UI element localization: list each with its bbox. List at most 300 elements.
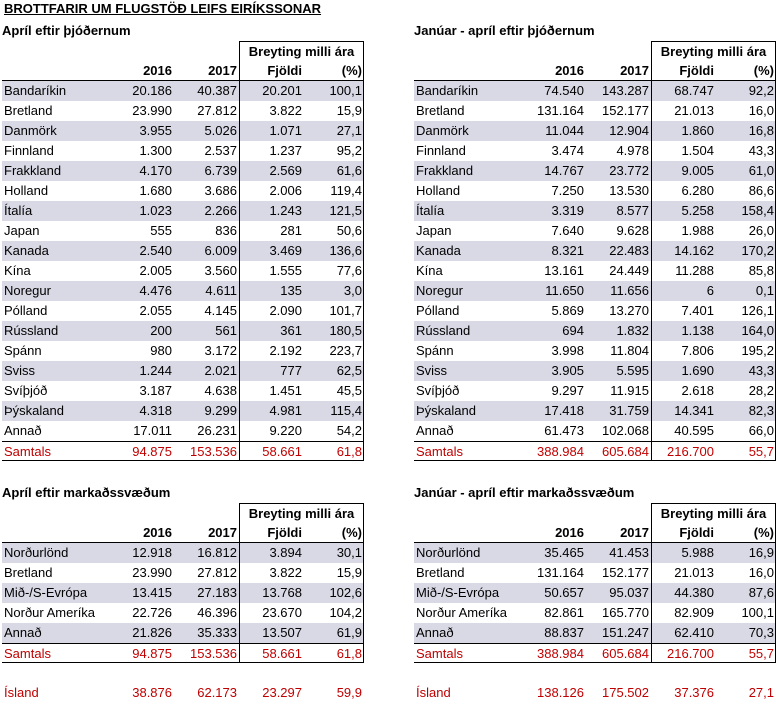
cell-v2017: 11.656: [610, 283, 649, 298]
cell-v2017: 561: [215, 323, 237, 338]
table-row: [414, 321, 776, 341]
cell-diff: 68.747: [674, 83, 714, 98]
cell-diff: 2.090: [269, 303, 302, 318]
cell-diff: 62.410: [674, 625, 714, 640]
row-label: Japan: [4, 223, 40, 238]
total-pct: 55,7: [748, 646, 774, 661]
cell-diff: 13.768: [262, 585, 302, 600]
cell-v2016: 1.023: [139, 203, 172, 218]
row-label: Noregur: [4, 283, 51, 298]
table-row: [414, 121, 776, 141]
row-label: Mið-/S-Evrópa: [4, 585, 88, 600]
cell-v2016: 17.011: [133, 423, 172, 438]
total-v2017: 605.684: [602, 444, 649, 459]
row-label: Norðurlönd: [4, 545, 69, 560]
table-row: [414, 101, 776, 121]
cell-diff: 777: [280, 363, 302, 378]
cell-v2017: 836: [215, 223, 237, 238]
total-v2017: 605.684: [602, 646, 649, 661]
cell-v2017: 95.037: [609, 585, 649, 600]
row-label: Annað: [4, 423, 42, 438]
row-label: Annað: [4, 625, 42, 640]
cell-v2016: 980: [150, 343, 172, 358]
cell-v2017: 35.333: [197, 625, 237, 640]
cell-pct: 164,0: [741, 323, 774, 338]
cell-v2016: 4.476: [139, 283, 172, 298]
row-label: Ítalía: [416, 203, 445, 218]
cell-v2016: 8.321: [551, 243, 584, 258]
cell-pct: 16,0: [748, 103, 774, 118]
cell-pct: 77,6: [336, 263, 362, 278]
cell-v2017: 2.021: [204, 363, 237, 378]
cell-v2017: 3.560: [204, 263, 237, 278]
cell-v2016: 82.861: [544, 605, 584, 620]
cell-v2017: 4.978: [616, 143, 649, 158]
cell-diff: 23.670: [262, 605, 302, 620]
column-header-row: [414, 61, 776, 81]
cell-v2017: 24.449: [609, 263, 649, 278]
row-label: Spánn: [4, 343, 42, 358]
total-label: Samtals: [4, 646, 51, 661]
cell-v2017: 11.804: [610, 343, 649, 358]
cell-diff: 20.201: [262, 83, 302, 98]
cell-pct: 3,0: [343, 283, 362, 298]
cell-v2016: 50.657: [544, 585, 584, 600]
header-count: Fjöldi: [679, 525, 714, 540]
cell-v2017: 31.759: [609, 403, 649, 418]
total-label: Samtals: [416, 444, 463, 459]
table-row: [2, 141, 364, 161]
cell-v2016: 1.680: [139, 183, 172, 198]
cell-v2017: 8.577: [616, 203, 649, 218]
table-row: [414, 341, 776, 361]
cell-pct: 85,8: [748, 263, 774, 278]
row-label: Finnland: [4, 143, 54, 158]
section-subtitle: Janúar - apríl eftir þjóðernum: [414, 23, 595, 38]
table-row: [414, 81, 776, 101]
cell-diff: 14.341: [674, 403, 714, 418]
cell-pct: 158,4: [741, 203, 774, 218]
cell-v2016: 7.640: [551, 223, 584, 238]
total-pct: 55,7: [748, 444, 774, 459]
header-2016: 2016: [143, 525, 172, 540]
cell-v2017: 6.009: [204, 243, 237, 258]
column-divider: [239, 523, 240, 663]
cell-diff: 21.013: [674, 103, 714, 118]
cell-pct: 95,2: [336, 143, 362, 158]
table-row: [2, 623, 364, 643]
cell-pct: 61,9: [336, 625, 362, 640]
total-diff: 216.700: [667, 444, 714, 459]
cell-pct: 170,2: [741, 243, 774, 258]
cell-diff: 40.595: [674, 423, 714, 438]
cell-v2017: 23.772: [609, 163, 649, 178]
row-label: Rússland: [4, 323, 59, 338]
section-subtitle: Apríl eftir markaðssvæðum: [2, 485, 171, 500]
table-row: [2, 81, 364, 101]
cell-pct: 86,6: [748, 183, 774, 198]
cell-v2017: 1.832: [616, 323, 649, 338]
cell-v2016: 2.540: [139, 243, 172, 258]
cell-pct: 100,1: [329, 83, 362, 98]
cell-pct: 43,3: [748, 143, 774, 158]
cell-v2016: 9.297: [551, 383, 584, 398]
cell-pct: 27,1: [336, 123, 362, 138]
cell-v2017: 152.177: [602, 565, 649, 580]
cell-v2017: 27.183: [197, 585, 237, 600]
section-subtitle: Apríl eftir þjóðernum: [2, 23, 131, 38]
cell-v2016: 3.319: [551, 203, 584, 218]
cell-pct: 0,1: [755, 283, 774, 298]
cell-pct: 43,3: [748, 363, 774, 378]
cell-pct: 16,0: [748, 565, 774, 580]
column-header-row: [2, 61, 364, 81]
table-row: [414, 201, 776, 221]
total-v2017: 153.536: [190, 646, 237, 661]
table-row: [2, 603, 364, 623]
cell-v2016: 4.318: [139, 403, 172, 418]
cell-diff: 3.822: [269, 565, 302, 580]
table-row: [414, 563, 776, 583]
row-label: Kanada: [416, 243, 461, 258]
table-row: [2, 301, 364, 321]
cell-pct: 16,9: [748, 545, 774, 560]
cell-pct: 100,1: [741, 605, 774, 620]
iceland-v2017: 62.173: [197, 685, 237, 700]
cell-v2016: 23.990: [132, 103, 172, 118]
row-label: Norður Ameríka: [4, 605, 96, 620]
row-label: Frakkland: [4, 163, 62, 178]
cell-diff: 135: [280, 283, 302, 298]
header-2017: 2017: [208, 525, 237, 540]
row-label: Kína: [416, 263, 443, 278]
cell-v2016: 88.837: [544, 625, 584, 640]
cell-v2016: 3.187: [139, 383, 172, 398]
cell-v2017: 22.483: [609, 243, 649, 258]
cell-v2017: 40.387: [197, 83, 237, 98]
iceland-row: [2, 683, 364, 703]
cell-pct: 62,5: [336, 363, 362, 378]
cell-pct: 195,2: [741, 343, 774, 358]
total-v2016: 388.984: [537, 444, 584, 459]
cell-v2017: 6.739: [204, 163, 237, 178]
iceland-label: Ísland: [4, 685, 39, 700]
table-row: [2, 341, 364, 361]
total-row: [2, 441, 364, 461]
table-row: [414, 401, 776, 421]
cell-v2016: 4.170: [139, 163, 172, 178]
total-row: [414, 441, 776, 461]
cell-pct: 70,3: [748, 625, 774, 640]
change-group-header: Breyting milli ára: [239, 41, 364, 61]
row-label: Rússland: [416, 323, 471, 338]
row-label: Pólland: [416, 303, 460, 318]
row-label: Pólland: [4, 303, 48, 318]
cell-pct: 104,2: [329, 605, 362, 620]
cell-diff: 6.280: [681, 183, 714, 198]
cell-v2017: 16.812: [197, 545, 237, 560]
row-label: Frakkland: [416, 163, 474, 178]
cell-diff: 281: [280, 223, 302, 238]
cell-diff: 1.988: [681, 223, 714, 238]
header-pct: (%): [341, 63, 362, 78]
table-row: [2, 281, 364, 301]
table-row: [414, 583, 776, 603]
cell-pct: 26,0: [748, 223, 774, 238]
column-divider: [651, 523, 652, 663]
table-row: [414, 603, 776, 623]
row-label: Svíþjóð: [4, 383, 48, 398]
row-label: Bretland: [4, 103, 53, 118]
header-2017: 2017: [208, 63, 237, 78]
table-row: [2, 381, 364, 401]
cell-pct: 61,6: [336, 163, 362, 178]
row-label: Danmörk: [4, 123, 57, 138]
total-label: Samtals: [416, 646, 463, 661]
cell-diff: 1.071: [269, 123, 302, 138]
cell-pct: 61,0: [748, 163, 774, 178]
cell-diff: 3.894: [269, 545, 302, 560]
cell-v2016: 694: [562, 323, 584, 338]
cell-diff: 3.822: [269, 103, 302, 118]
table-row: [414, 301, 776, 321]
cell-v2016: 61.473: [544, 423, 584, 438]
total-diff: 58.661: [262, 646, 302, 661]
cell-diff: 1.555: [269, 263, 302, 278]
row-label: Sviss: [416, 363, 448, 378]
column-header-row: [414, 523, 776, 543]
table-row: [414, 421, 776, 441]
cell-v2016: 555: [150, 223, 172, 238]
cell-v2017: 2.266: [204, 203, 237, 218]
cell-diff: 1.504: [681, 143, 714, 158]
table-row: [414, 381, 776, 401]
cell-v2016: 1.300: [139, 143, 172, 158]
cell-pct: 136,6: [329, 243, 362, 258]
row-label: Þýskaland: [416, 403, 476, 418]
row-label: Annað: [416, 625, 454, 640]
cell-pct: 50,6: [336, 223, 362, 238]
cell-pct: 30,1: [336, 545, 362, 560]
row-label: Bretland: [416, 565, 465, 580]
cell-diff: 1.451: [269, 383, 302, 398]
column-divider: [239, 61, 240, 461]
cell-diff: 7.806: [681, 343, 714, 358]
cell-diff: 1.690: [681, 363, 714, 378]
cell-pct: 66,0: [748, 423, 774, 438]
change-group-header: Breyting milli ára: [651, 503, 776, 523]
row-label: Ítalía: [4, 203, 33, 218]
cell-v2016: 21.826: [132, 625, 172, 640]
cell-v2017: 5.026: [204, 123, 237, 138]
section-subtitle: Janúar - apríl eftir markaðssvæðum: [414, 485, 635, 500]
cell-pct: 121,5: [329, 203, 362, 218]
cell-pct: 223,7: [329, 343, 362, 358]
cell-diff: 13.507: [262, 625, 302, 640]
cell-diff: 1.237: [269, 143, 302, 158]
cell-v2017: 102.068: [602, 423, 649, 438]
cell-v2016: 14.767: [544, 163, 584, 178]
cell-diff: 14.162: [674, 243, 714, 258]
iceland-pct: 59,9: [336, 685, 362, 700]
cell-pct: 101,7: [329, 303, 362, 318]
header-count: Fjöldi: [267, 63, 302, 78]
table-row: [414, 241, 776, 261]
cell-diff: 1.138: [681, 323, 714, 338]
header-pct: (%): [753, 63, 774, 78]
cell-diff: 2.006: [269, 183, 302, 198]
cell-pct: 15,9: [336, 103, 362, 118]
cell-pct: 126,1: [741, 303, 774, 318]
row-label: Svíþjóð: [416, 383, 460, 398]
total-pct: 61,8: [336, 646, 362, 661]
cell-v2017: 26.231: [197, 423, 237, 438]
cell-v2016: 3.955: [139, 123, 172, 138]
table-row: [414, 141, 776, 161]
cell-v2016: 74.540: [544, 83, 584, 98]
cell-v2016: 23.990: [132, 565, 172, 580]
cell-pct: 45,5: [336, 383, 362, 398]
header-2016: 2016: [555, 63, 584, 78]
table-row: [414, 181, 776, 201]
cell-diff: 7.401: [681, 303, 714, 318]
cell-v2017: 3.686: [204, 183, 237, 198]
cell-v2016: 3.998: [551, 343, 584, 358]
cell-diff: 11.288: [675, 263, 714, 278]
cell-pct: 87,6: [748, 585, 774, 600]
cell-pct: 16,8: [748, 123, 774, 138]
table-row: [2, 421, 364, 441]
row-label: Mið-/S-Evrópa: [416, 585, 500, 600]
change-group-header: Breyting milli ára: [651, 41, 776, 61]
cell-diff: 44.380: [674, 585, 714, 600]
cell-v2017: 4.611: [205, 283, 237, 298]
header-2016: 2016: [555, 525, 584, 540]
cell-v2016: 11.650: [545, 283, 584, 298]
table-row: [2, 543, 364, 563]
header-2017: 2017: [620, 525, 649, 540]
row-label: Kanada: [4, 243, 49, 258]
iceland-pct: 27,1: [748, 685, 774, 700]
cell-diff: 4.981: [269, 403, 302, 418]
table-row: [2, 101, 364, 121]
table-row: [2, 583, 364, 603]
header-2016: 2016: [143, 63, 172, 78]
cell-v2017: 4.145: [204, 303, 237, 318]
cell-v2016: 2.005: [139, 263, 172, 278]
cell-diff: 2.618: [681, 383, 714, 398]
table-row: [2, 321, 364, 341]
cell-v2017: 41.453: [609, 545, 649, 560]
cell-pct: 102,6: [329, 585, 362, 600]
cell-v2017: 46.396: [197, 605, 237, 620]
table-row: [2, 361, 364, 381]
cell-pct: 15,9: [336, 565, 362, 580]
row-label: Danmörk: [416, 123, 469, 138]
cell-v2016: 35.465: [544, 545, 584, 560]
header-pct: (%): [341, 525, 362, 540]
cell-v2016: 131.164: [537, 565, 584, 580]
cell-v2017: 152.177: [602, 103, 649, 118]
row-label: Norður Ameríka: [416, 605, 508, 620]
iceland-label: Ísland: [416, 685, 451, 700]
header-count: Fjöldi: [679, 63, 714, 78]
total-diff: 216.700: [667, 646, 714, 661]
cell-pct: 115,4: [330, 403, 362, 418]
cell-pct: 54,2: [336, 423, 362, 438]
column-divider: [363, 61, 364, 461]
cell-v2016: 13.415: [132, 585, 172, 600]
row-label: Þýskaland: [4, 403, 64, 418]
row-label: Bandaríkin: [4, 83, 67, 98]
table-row: [2, 161, 364, 181]
cell-v2016: 13.161: [544, 263, 584, 278]
cell-v2016: 3.474: [551, 143, 584, 158]
cell-v2017: 27.812: [197, 565, 237, 580]
cell-v2017: 2.537: [204, 143, 237, 158]
iceland-diff: 37.376: [674, 685, 714, 700]
table-row: [2, 201, 364, 221]
total-v2016: 94.875: [132, 444, 172, 459]
cell-v2017: 5.595: [616, 363, 649, 378]
total-v2016: 388.984: [537, 646, 584, 661]
column-divider: [651, 61, 652, 461]
cell-v2016: 200: [150, 323, 172, 338]
cell-diff: 361: [280, 323, 302, 338]
total-row: [2, 643, 364, 663]
table-row: [2, 221, 364, 241]
cell-pct: 92,2: [748, 83, 774, 98]
cell-pct: 119,4: [330, 183, 362, 198]
cell-v2017: 13.270: [609, 303, 649, 318]
row-label: Holland: [4, 183, 49, 198]
cell-diff: 6: [706, 283, 714, 298]
row-label: Kína: [4, 263, 31, 278]
cell-v2017: 9.628: [616, 223, 649, 238]
iceland-v2017: 175.502: [602, 685, 649, 700]
cell-diff: 2.569: [269, 163, 302, 178]
column-header-row: [2, 523, 364, 543]
cell-v2016: 12.918: [132, 545, 172, 560]
cell-pct: 28,2: [748, 383, 774, 398]
table-row: [2, 563, 364, 583]
table-row: [2, 121, 364, 141]
iceland-row: [414, 683, 776, 703]
table-row: [414, 543, 776, 563]
cell-diff: 5.988: [681, 545, 714, 560]
table-row: [414, 281, 776, 301]
cell-diff: 3.469: [269, 243, 302, 258]
iceland-diff: 23.297: [262, 685, 302, 700]
cell-diff: 1.243: [269, 203, 302, 218]
cell-v2017: 27.812: [197, 103, 237, 118]
change-group-header: Breyting milli ára: [239, 503, 364, 523]
header-2017: 2017: [620, 63, 649, 78]
cell-diff: 82.909: [674, 605, 714, 620]
cell-v2016: 7.250: [551, 183, 584, 198]
row-label: Sviss: [4, 363, 36, 378]
header-count: Fjöldi: [267, 525, 302, 540]
report-title: BROTTFARIR UM FLUGSTÖÐ LEIFS EIRÍKSSONAR: [4, 1, 322, 16]
column-divider: [363, 523, 364, 663]
row-label: Noregur: [416, 283, 463, 298]
total-label: Samtals: [4, 444, 51, 459]
total-pct: 61,8: [336, 444, 362, 459]
total-v2016: 94.875: [132, 646, 172, 661]
cell-v2017: 165.770: [602, 605, 649, 620]
cell-v2016: 5.869: [551, 303, 584, 318]
row-label: Norðurlönd: [416, 545, 481, 560]
